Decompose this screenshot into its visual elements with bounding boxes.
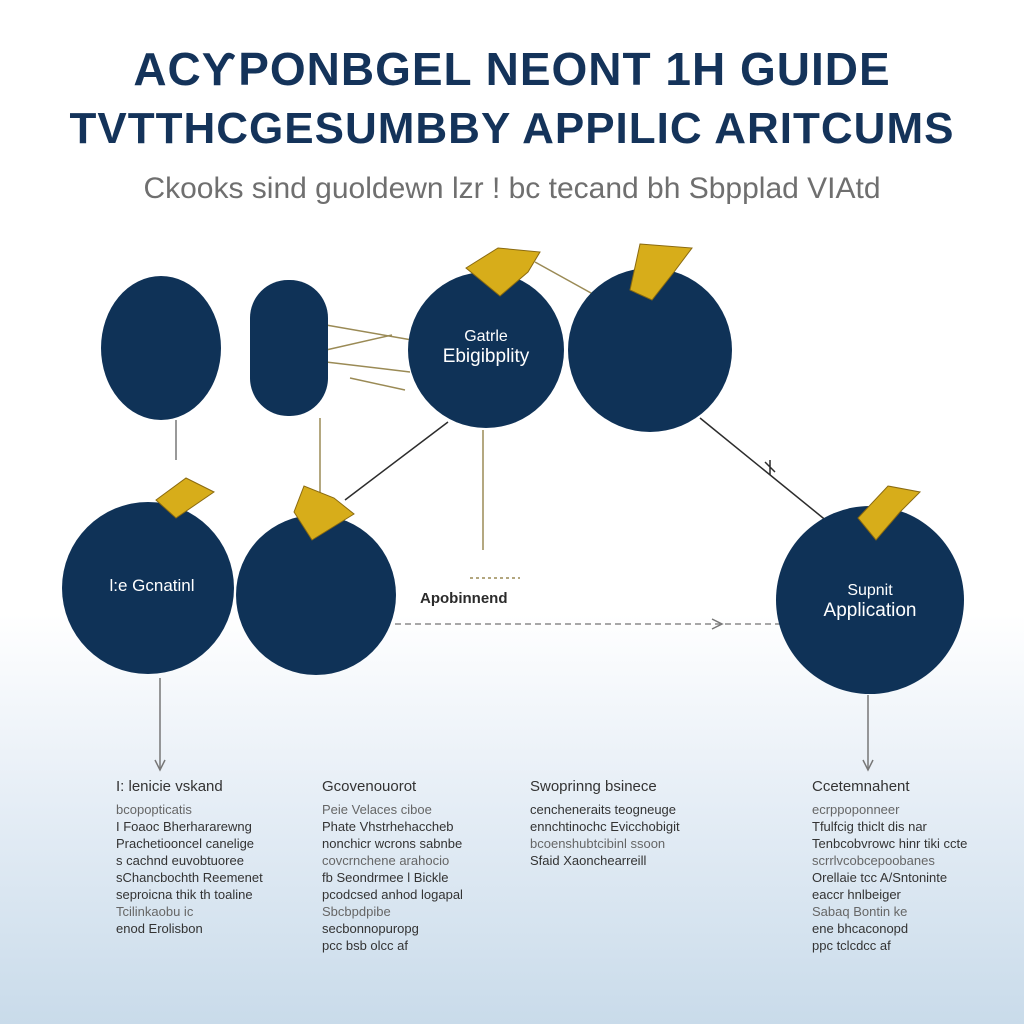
column-line: bcopopticatis [116,802,192,817]
title-line-2: TVTTHCGESUMBBY APPILIC ARITCUMS [69,104,955,153]
middle-label: Apobinnend [420,590,508,607]
connector-line [326,325,412,340]
node-pill-2 [250,280,328,416]
gather-eligibility-line2: Ebigibplity [442,346,530,368]
connector-line [535,262,600,298]
submit-application-line1: Supnit [847,582,893,599]
column-heading: Swoprinng bsinece [530,778,657,795]
column-line: s cachnd euvobtuoree [116,853,244,868]
title-line-1: ACƳPONBGEL NEONT 1H GUIDE [133,43,891,95]
submit-application-line2: Application [823,600,917,622]
column-line: Sfaid Xaonchearreill [530,853,647,868]
column-3 [530,778,730,869]
column-line: enod Erolisbon [116,921,203,936]
column-1 [116,778,316,937]
column-line: ppc tclcdcc af [812,938,891,953]
gather-eligibility-line1: Gatrle [464,328,508,345]
gather-eligibility-label [414,328,558,368]
arrow-line [700,418,828,522]
column-line: fb Seondrmee l Bickle [322,870,449,885]
column-line: Peie Velaces ciboe [322,802,432,817]
arrow-line [345,422,448,500]
column-line: Sbcbpdpibe [322,904,391,919]
column-heading: Ccetemnahent [812,778,910,795]
column-line: Tcilinkaobu ic [116,904,194,919]
connector-line [326,362,410,372]
column-heading: Gcovenouorot [322,778,417,795]
column-line: covcrnchene arahocio [322,853,450,868]
node-circle-1 [101,276,221,420]
left-bottom-label [72,576,232,596]
column-line: seproicna thik th toaline [116,887,253,902]
column-line: scrrlvcobcepoobanes [812,853,935,868]
column-line: Orellaie tcc A/Sntoninte [812,870,948,885]
column-line: Prachetiooncel canelige [116,836,255,851]
submit-application-label [790,582,950,622]
column-line: Sabaq Bontin ke [812,904,908,919]
column-line: Tenbcobvrowc hinr tiki ccte [812,836,968,851]
column-4 [812,778,1012,954]
column-line: I Foaoc Bherhararewng [116,819,252,834]
column-line: pcc bsb olcc af [322,938,408,953]
connector-line [326,335,392,350]
column-line: ennchtinochc Evicchobigit [530,819,680,834]
column-line: ene bhcaconopd [812,921,909,936]
column-line: sChancbochth Reemenet [116,870,263,885]
left-bottom-line1: l:e Gcnatinl [109,576,195,595]
column-2 [322,778,522,954]
node-circle-6 [236,515,396,675]
column-line: secbonnopuropg [322,921,419,936]
column-heading: I: lenicie vskand [116,778,223,795]
subtitle: Ckooks sind guoldewn lzr ! bc tecand bh Sbpplad VIAtd [143,172,881,205]
connector-line [350,378,405,390]
column-line: cencheneraits teogneuge [530,802,677,817]
column-line: eaccr hnlbeiger [812,887,901,902]
column-line: Phate Vhstrhehaccheb [322,819,454,834]
column-line: nonchicr wcrons sabnbe [322,836,463,851]
column-line: pcodcsed anhod logapal [322,887,463,902]
column-line: bcoenshubtcibinl ssoon [530,836,666,851]
column-line: ecrppoponneer [812,802,900,817]
column-line: Tfulfcig thiclt dis nar [812,819,927,834]
